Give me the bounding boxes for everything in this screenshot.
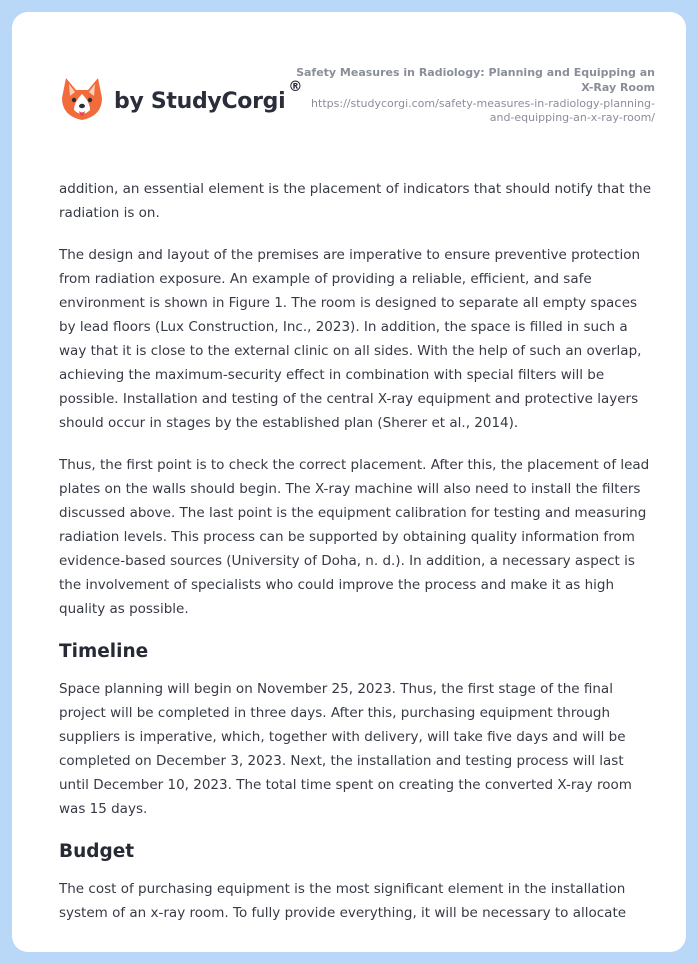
document-body [59,177,657,943]
document-page [12,12,686,952]
paragraph: Thus, the first point is to check the correct placement. After this, the placement of lead plates on the walls should begin. The X-ray machine will also need to install the filters discussed above. The last point is the equipment calibration for testing and measuring radiation levels. This process can be supported by obtaining quality information from evidence-based sources (University of Doha, n. d.). In addition, a necessary aspect is the involvement of specialists who could improve the process and make it as high quality as possible. [59,457,650,617]
paragraph: Space planning will begin on November 25, 2023. Thus, the first stage of the final project will be completed in three days. After this, purchasing equipment through suppliers is imperative, which, together with delivery, will take five days and will be completed on December 3, 2023. Next, the installation and testing process will last until December 10, 2023. The total time spent on creating the converted X-ray room was 15 days. [59,681,632,817]
paragraph: The cost of purchasing equipment is the most significant element in the installation system of an x-ray room. To fully provide everything, it will be necessary to allocate [59,881,627,921]
section-heading-timeline: Timeline [59,641,149,662]
page-header [12,12,686,162]
document-title: Safety Measures in Radiology: Planning and Equipping an X-Ray Room [296,66,655,94]
paragraph: addition, an essential element is the placement of indicators that should notify that the radiation is on. [59,181,652,221]
registered-mark: ® [288,79,303,95]
corgi-icon [60,76,104,122]
paragraph: The design and layout of the premises are imperative to ensure preventive protection from radiation exposure. An example of providing a reliable, efficient, and safe environment is shown in Figure 1. The room is designed to separate all empty spaces by lead floors (Lux Construction, Inc., 2023). In addition, the space is filled in such a way that it is close to the external clinic on all sides. With the help of such an overlap, achieving the maximum-security effect in combination with special filters will be possible. Installation and testing of the central X-ray equipment and protective layers should occur in stages by the established plan (Sherer et al., 2014). [59,247,642,431]
document-meta [295,65,655,125]
section-heading-budget: Budget [59,841,135,862]
document-url[interactable]: https://studycorgi.com/safety-measures-in-radiology-planning-and-equipping-an-x-ray-room/ [311,97,655,124]
brand-name: by StudyCorgi [114,88,286,114]
studycorgi-logo[interactable] [60,76,302,122]
